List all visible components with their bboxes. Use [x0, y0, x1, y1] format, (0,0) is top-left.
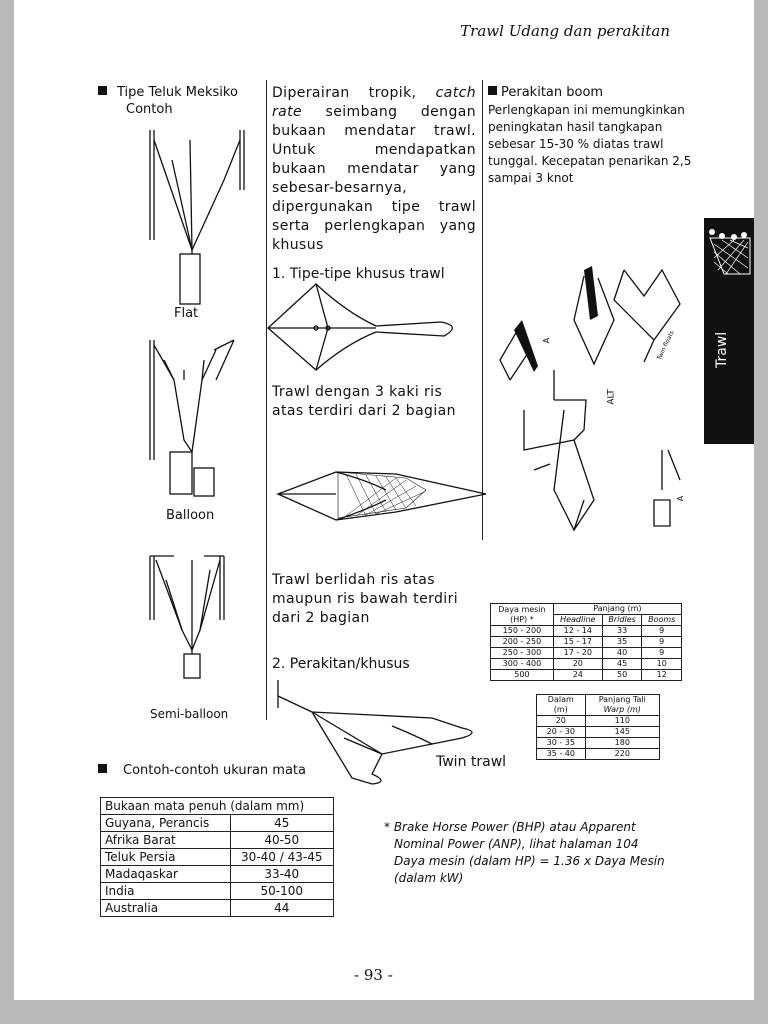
- caption-tongue-trawl: Trawl berlidah ris atas maupun ris bawah terdiri dari 2 bagian: [272, 572, 459, 626]
- table-cell: 30 - 35: [537, 738, 586, 749]
- table-cell: 9: [642, 637, 682, 648]
- table-cell: 30-40 / 43-45: [230, 849, 333, 866]
- page-header-title: Trawl Udang dan perakitan: [460, 22, 670, 40]
- engine-power-table: [490, 603, 682, 681]
- diagram-label-a-2: A: [676, 495, 686, 502]
- table-header-row: [537, 695, 660, 716]
- bullet-icon: [488, 86, 497, 95]
- middle-intro-text: Diperairan tropik, catch rate seimbang dengan bukaan mendatar trawl. Untuk mendapatkan bukaan mendatar yang sebesar-besarnya, dipergunakan tipe trawl serta perlengkapan yang khusus: [272, 85, 476, 253]
- diagram-label-alt: ALT: [606, 389, 617, 405]
- table-cell: 145: [585, 727, 659, 738]
- table-row: [101, 849, 334, 866]
- special-trawl-diagram: [266, 282, 466, 372]
- bullet-icon: [98, 764, 107, 773]
- table-cell: 45: [230, 815, 333, 832]
- page: [14, 0, 754, 1000]
- table-header-cell: Dalam (m): [537, 695, 586, 716]
- diagram-label-a-1: A: [542, 337, 552, 344]
- table-cell: 9: [642, 648, 682, 659]
- table-cell: 220: [585, 749, 659, 760]
- table-cell: 40-50: [230, 832, 333, 849]
- table-cell: 12: [642, 670, 682, 681]
- table-cell: 20: [553, 659, 602, 670]
- table-row: [101, 815, 334, 832]
- caption-three-legs: Trawl dengan 3 kaki ris atas terdiri dari 2 bagian: [272, 384, 456, 419]
- table-header-row: [101, 798, 334, 815]
- table-cell: 180: [585, 738, 659, 749]
- boom-rig-diagram: [494, 260, 694, 550]
- footnote: * Brake Horse Power (BHP) atau Apparent Nominal Power (ANP), lihat halaman 104 Daya mesin (dalam HP) = 1.36 x Daya Mesin (dalam kW): [384, 820, 665, 885]
- table-cell: 300 - 400: [491, 659, 554, 670]
- table-row: [101, 883, 334, 900]
- right-heading: Perakitan boom: [488, 84, 603, 101]
- table-row: [491, 626, 682, 637]
- table-cell: 15 - 17: [553, 637, 602, 648]
- table-cell: 20 - 30: [537, 727, 586, 738]
- table-row: [101, 832, 334, 849]
- chapter-tab-label: Trawl: [714, 331, 730, 368]
- column-divider-left: [266, 80, 267, 720]
- table-cell: 33: [602, 626, 642, 637]
- left-heading: Tipe Teluk Meksiko Contoh: [98, 84, 238, 118]
- table-cell: Afrika Barat: [101, 832, 231, 849]
- chapter-tab: [704, 218, 754, 444]
- table-cell: 110: [585, 716, 659, 727]
- table-cell: 44: [230, 900, 333, 917]
- table-cell: 24: [553, 670, 602, 681]
- table-row: [101, 900, 334, 917]
- table-cell: 10: [642, 659, 682, 670]
- table-cell: 500: [491, 670, 554, 681]
- table-cell: Madaqaskar: [101, 866, 231, 883]
- table-cell: 50-100: [230, 883, 333, 900]
- table-cell: 17 - 20: [553, 648, 602, 659]
- table-cell: 9: [642, 626, 682, 637]
- table-cell: 45: [602, 659, 642, 670]
- table-cell: Guyana, Perancis: [101, 815, 231, 832]
- tongue-trawl-diagram: [276, 460, 476, 540]
- column-divider-right: [482, 80, 483, 540]
- warp-length-table: [536, 694, 660, 760]
- table-row: [491, 670, 682, 681]
- figure-caption-balloon: Balloon: [166, 508, 215, 523]
- diagram-label-twin-floats: Twin floats: [655, 329, 676, 362]
- table-header-cell: Booms: [642, 615, 682, 626]
- section-heading-2: 2. Perakitan/khusus: [272, 656, 410, 672]
- table-header-cell: Panjang (m): [553, 604, 681, 615]
- table-header-cell: Panjang Tali Warp (m): [585, 695, 659, 716]
- flat-trawl-diagram: [144, 130, 254, 310]
- table-header-cell: Bukaan mata penuh (dalam mm): [101, 798, 334, 815]
- table-row: [491, 659, 682, 670]
- mesh-heading: Contoh-contoh ukuran mata: [98, 762, 306, 779]
- net-thumbnail-icon: [704, 218, 754, 278]
- table-cell: 35: [602, 637, 642, 648]
- mesh-size-table: [100, 797, 334, 917]
- table-header-row: [491, 604, 682, 615]
- table-cell: 200 - 250: [491, 637, 554, 648]
- table-cell: 35 - 40: [537, 749, 586, 760]
- table-header-cell: Headline: [553, 615, 602, 626]
- table-cell: India: [101, 883, 231, 900]
- table-cell: 50: [602, 670, 642, 681]
- table-header-cell: Bridles: [602, 615, 642, 626]
- table-cell: 40: [602, 648, 642, 659]
- semi-balloon-trawl-diagram: [144, 550, 254, 690]
- table-cell: Australia: [101, 900, 231, 917]
- balloon-trawl-diagram: [144, 340, 254, 500]
- table-row: [537, 738, 660, 749]
- table-cell: 150 - 200: [491, 626, 554, 637]
- table-row: [537, 716, 660, 727]
- section-heading-1: 1. Tipe-tipe khusus trawl: [272, 266, 445, 282]
- figure-caption-semi-balloon: Semi-balloon: [150, 707, 229, 721]
- twin-trawl-diagram: [272, 678, 512, 788]
- figure-caption-flat: Flat: [174, 306, 199, 321]
- table-row: [491, 637, 682, 648]
- table-cell: Teluk Persia: [101, 849, 231, 866]
- table-cell: 33-40: [230, 866, 333, 883]
- boom-description: Perlengkapan ini memungkinkan peningkatan hasil tangkapan sebesar 15-30 % diatas trawl tunggal. Kecepatan penarikan 2,5 sampai 3 knot: [488, 103, 692, 185]
- table-header-cell: Daya mesin (HP) *: [491, 604, 554, 626]
- twin-trawl-label: Twin trawl: [436, 754, 507, 770]
- table-row: [491, 648, 682, 659]
- table-row: [537, 749, 660, 760]
- table-row: [537, 727, 660, 738]
- table-row: [101, 866, 334, 883]
- bullet-icon: [98, 86, 107, 95]
- page-number: - 93 -: [354, 966, 393, 984]
- table-cell: 20: [537, 716, 586, 727]
- table-cell: 12 - 14: [553, 626, 602, 637]
- table-cell: 250 - 300: [491, 648, 554, 659]
